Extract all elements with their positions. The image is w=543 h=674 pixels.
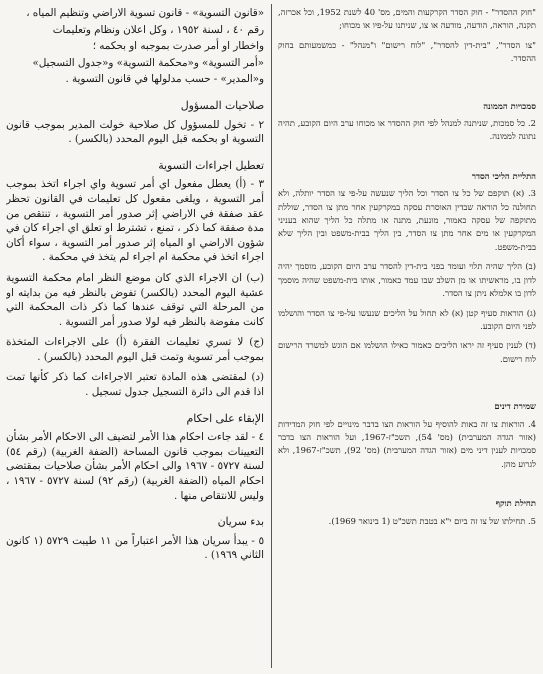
- ar-def-line: و«المدير» - حسب مدلولها في قانون التسوية .: [65, 73, 264, 86]
- ar-section-3a: ٣ - (أ) يعطل مفعول اي أمر تسوية واي اجراء اتخذ بموجب أمر التسوية ، ويلغى مفعول كل تعليمات في القانون تحظر عقد صفقة في الاراضي إثر صدور أمر التسوية ، تنتقص من مدة صفقة كما ذكر ، تمنع ، تشترط او تعلق اي اجراء كان في شؤون الاراضي او المياه إثر صدور أمر التسوية ، سواء أكان اجراء اتخذ في محكمة ام اجراء لم يتخذ في محكمة .: [6, 178, 264, 264]
- ar-def-line: واخطار او أمر صدرت بموجبه او بحكمه ؛: [92, 40, 264, 53]
- he-heading-commencement: תחילת תוקף: [495, 498, 536, 509]
- ar-heading-commencement: بدء سريان: [217, 515, 264, 529]
- he-section-5: 5. תחילתו של צו זה ביום י"א בטבת תשכ"ט (1 בינואר 1969).: [328, 515, 536, 526]
- spacer: [278, 372, 536, 390]
- ar-def-line: «أمر التسوية» و«محكمة التسوية» و«جدول التسجيل»: [32, 56, 264, 69]
- ar-heading-suspension: تعطيل اجراءات التسوية: [158, 158, 264, 172]
- ar-section-4: ٤ - لقد جاءت احكام هذا الأمر لتضيف الى الاحكام الأمر بشأن التعيينات بموجب قانون المساحة (الضفة الغربية) (رقم ٥٤) لسنة ٥٧٢٧ - ١٩٦٧ والى احكام الأمر بشأن صلاحيات بمقتضى احكام المياه (الضفة الغربية) (رقم ٩٢) لسنة ٥٧٢٧ - ١٩٦٧ ، وليس للانتقاص منها .: [6, 431, 264, 502]
- he-heading-suspension: התליית הליכי הסדר: [471, 170, 536, 181]
- ar-section-3c: (ج) لا تسري تعليمات الفقرة (أ) على الاجراءات المتخذة بموجب أمر تسوية وتمت قبل اليوم المحدد (بالكسر) .: [6, 336, 264, 363]
- he-section-3a: 3. (א) תוקפם של כל צו הסדר וכל הליך שנעשה על-פי צו הסדר יותלה, ולא תחולנה כל הוראה שבדין האוסרת עסקה במקרקעין אחר מתן צו הסדר, שוללת מתוקפה של עסקה כאמור, מונעת, מתנה או מתלה כל הליך שהוא בעניני המקרקעין או מים אחר מתן צו הסדר, בין הליך בבית-משפט ובין הליך שלא בבית-משפט.: [278, 188, 536, 252]
- ar-section-5: ٥ - يبدأ سريان هذا الأمر اعتباراً من ١١ طيبت ٥٧٢٩ (١ كانون الثاني ١٩٦٩) .: [6, 534, 264, 562]
- ar-def-line: رقم ٤٠ ، لسنة ١٩٥٢ ، وكل اعلان ونظام وتعليمات: [52, 23, 264, 36]
- he-definition-1: "חוק ההסדר" - חוק הסדר הקרקעות והמים, מס' 40 לשנת 1952, וכל אכרזה, תקנה, הוראה, הודעה, מודעה או צו, שניתנו על-פיו או מכוחו;: [278, 7, 536, 31]
- he-section-2: 2. כל סמכות, שניתנה למנהל לפי חוק ההסדר או מכוחו ערב היום הקובע, תהיה נתונה לממונה.: [278, 118, 536, 142]
- he-section-3c: (ג) הוראות סעיף קטן (א) לא תחול על הליכים שנעשו על-פי צו הסדר והושלמו לפני היום הקובע.: [278, 307, 536, 331]
- he-section-3d: (ד) לענין סעיף זה יראו הליכים כאמור כאילו הושלמו אם הוגש למשרד הרישום לוח רישום.: [278, 340, 536, 364]
- he-heading-savings: שמירת דינים: [494, 401, 536, 412]
- he-section-4: 4. הוראות צו זה באות להוסיף על הוראות הצו בדבר מינויים לפי חוק המדידות (אזור הגדה המערבית) (מס' 54), תשכ"ז-1967, ועל הוראות הצו בדבר סמכויות לענין דיני מים (אזור הגדה המערבית) (מס' 92), תשכ"ז-1967, ולא לגרוע מהן.: [278, 418, 536, 469]
- he-heading-powers: סמכויות הממונה: [483, 100, 536, 111]
- ar-heading-powers: صلاحيات المسؤول: [180, 98, 264, 112]
- spacer: [278, 477, 536, 487]
- ar-heading-savings: الإبقاء على احكام: [186, 411, 264, 425]
- ar-section-2: ٢ - تخول للمسؤول كل صلاحية خولت المدير بموجب قانون التسوية او بحكمه قبل اليوم المحدد (بالكسر) .: [6, 118, 264, 146]
- column-divider: [271, 4, 272, 668]
- spacer: [278, 150, 536, 160]
- ar-def-line: «قانون التسوية» - قانون تسوية الاراضي وتنظيم المياه ،: [26, 7, 264, 19]
- he-section-3b: (ב) הליך שהיה תלוי ועומד בפני בית-דין להסדר ערב היום הקובע, מוסמך יהיה לדון בו, מראשיתו או מן השלב שבו עמד כאמור, אותו בית-משפט שהיה מוסמך לדון בו אלמלא ניתן צו הסדר.: [278, 261, 536, 299]
- arabic-column: [6, 6, 264, 670]
- ar-section-3b: (ب) ان الاجراء الذي كان موضع النظر امام محكمة التسوية عشية اليوم المحدد (بالكسر) تفوض بالنظر فيه من بدايته او من المرحلة التي توقف عندها كما ذكر ذات المحكمة التي كانت مفوضة بالنظر فيه لولا صدور أمر التسوية .: [6, 271, 264, 328]
- hebrew-column: [278, 6, 536, 670]
- ar-section-3d: (د) لمقتضى هذه المادة تعتبر الاجراءات كما ذكر كأنها تمت اذا قدم الى دائرة التسجيل جدول تسجيل .: [6, 371, 264, 399]
- spacer: [278, 72, 536, 90]
- he-definition-2: "צו הסדר", "בית-דין להסדר", "לוח רישום" ו"מנהל" - כמשמעותם בחוק ההסדר.: [278, 39, 536, 64]
